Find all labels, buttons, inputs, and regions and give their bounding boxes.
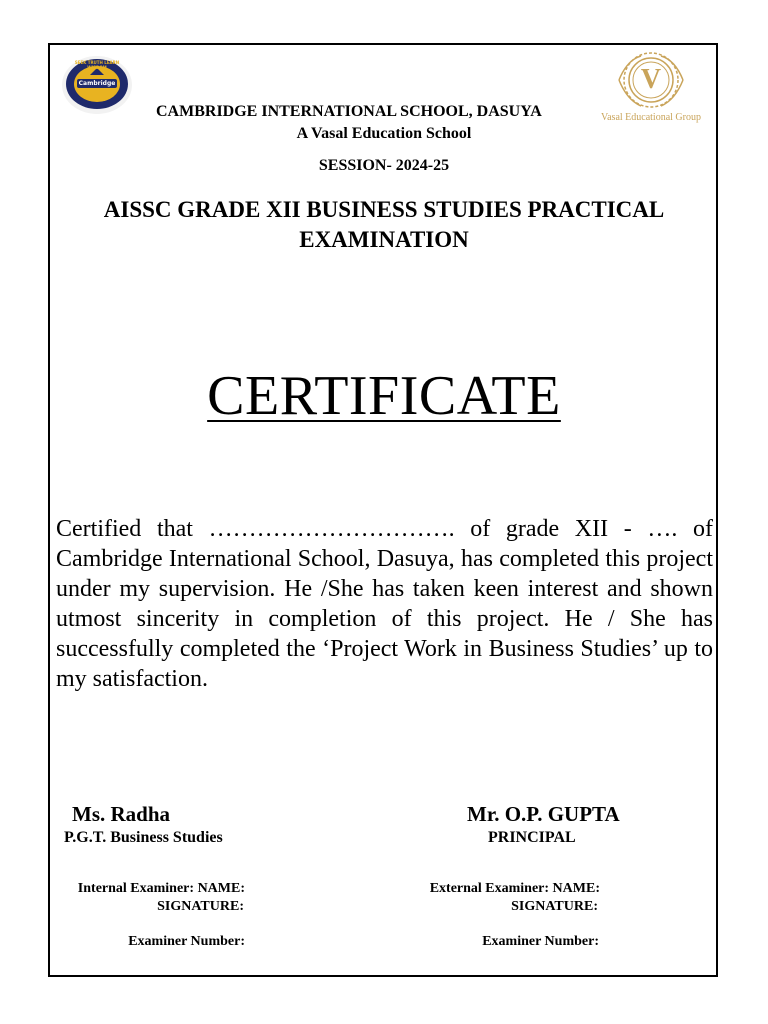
school-name: CAMBRIDGE INTERNATIONAL SCHOOL, DASUYA [156,103,542,120]
principal-title: PRINCIPAL [488,829,576,846]
internal-examiner-number-label: Examiner Number: [128,934,245,949]
group-logo-caption: Vasal Educational Group [601,112,701,123]
group-logo [597,50,705,126]
group-logo-letter: V [640,64,662,95]
external-examiner-number-label: Examiner Number: [482,934,599,949]
school-logo [60,55,134,115]
logo-ring-text: SEEK TRUTH LEARN WISDOM [74,60,120,70]
certificate-title: CERTIFICATE [207,365,561,427]
teacher-name: Ms. Radha [72,802,171,826]
teacher-title: P.G.T. Business Studies [64,829,223,846]
internal-examiner-name-label: Internal Examiner: NAME: [77,881,245,896]
internal-examiner-signature-label: SIGNATURE: [157,899,244,914]
school-tagline: A Vasal Education School [296,125,472,142]
external-examiner-signature-label: SIGNATURE: [511,899,598,914]
principal-name: Mr. O.P. GUPTA [467,802,620,826]
external-examiner-name-label: External Examiner: NAME: [429,881,600,896]
exam-title: AISSC GRADE XII BUSINESS STUDIES PRACTICAL EXAMINATION [103,197,665,252]
logo-banner-text: Cambridge [78,80,116,87]
logo-bottom-text: DASUYA [87,103,107,108]
session-label: SESSION- 2024-25 [318,157,450,174]
certificate-body: Certified that …………………………. of grade XII - …. of Cambridge International School, Dasuya, has completed this project under my supervision. He /She has taken keen interest and shown utmost sincerity in completion of this project. He / She has successfully completed the ‘Project Work in Business Studies’ up to my satisfaction. [56,516,713,692]
